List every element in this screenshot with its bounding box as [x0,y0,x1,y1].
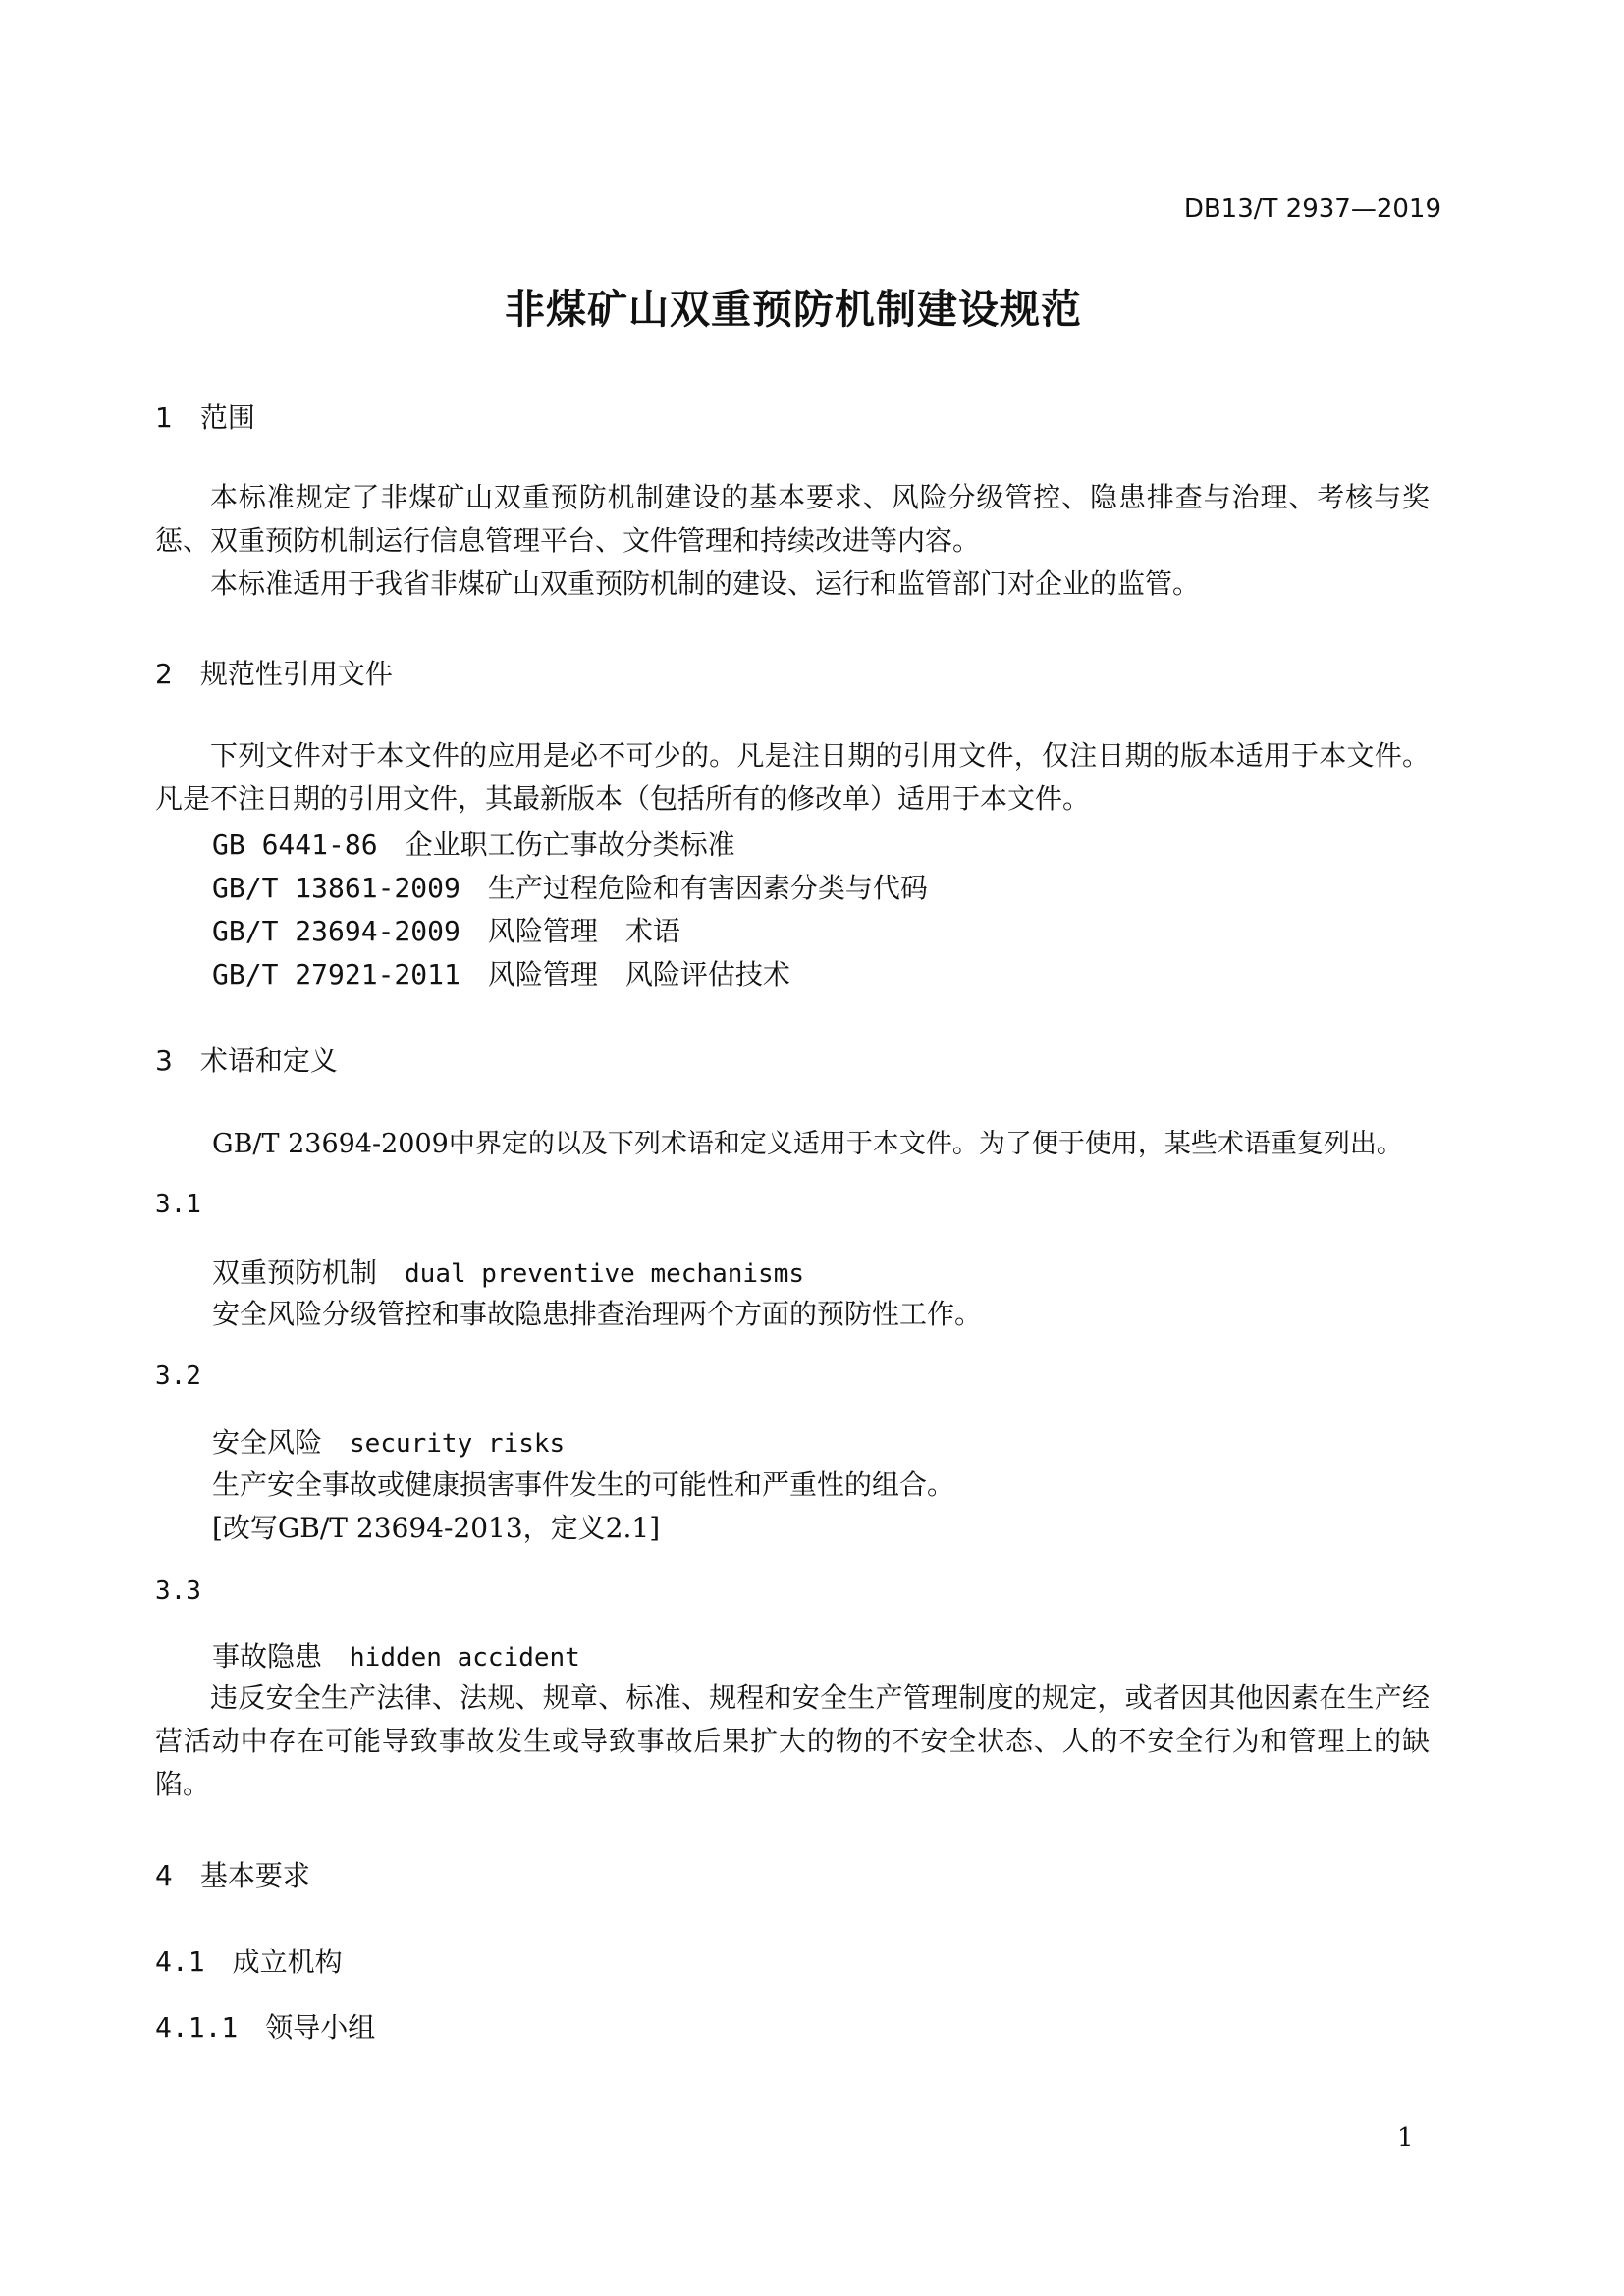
section-4-heading [155,1854,310,1894]
term-number: 3.2 [155,1362,201,1391]
term-heading [212,1421,565,1461]
reference-code: GB/T 23694-2009 [212,915,460,947]
section-title: 规范性引用文件 [199,658,393,690]
section-number: 2 [155,658,173,690]
section-1-paragraph-2: 本标准适用于我省非煤矿山双重预防机制的建设、运行和监管部门对企业的监管。 [210,567,1201,600]
term-cn: 事故隐患 [212,1640,323,1673]
section-3-intro: GB/T 23694-2009中界定的以及下列术语和定义适用于本文件。为了便于使用，某些术语重复列出。 [212,1129,1403,1159]
section-title: 范围 [199,401,255,434]
section-2-heading [155,653,393,692]
section-title: 术语和定义 [199,1044,338,1077]
section-1-paragraph-1: 本标准规定了非煤矿山双重预防机制建设的基本要求、风险分级管控、隐患排查与治理、考核与奖惩、双重预防机制运行信息管理平台、文件管理和持续改进等内容。 [155,481,1430,557]
reference-code: GB/T 13861-2009 [212,872,460,904]
section-2-paragraph-1: 下列文件对于本文件的应用是必不可少的。凡是注日期的引用文件，仅注日期的版本适用于本文件。凡是不注日期的引用文件，其最新版本（包括所有的修改单）适用于本文件。 [155,739,1430,815]
reference-code: GB 6441-86 [212,828,378,861]
term-note: [改写GB/T 23694-2013，定义2.1] [212,1512,661,1544]
subsection-4-1-1-heading [155,2006,375,2046]
subsection-title: 成立机构 [232,1946,343,1978]
term-definition: 安全风险分级管控和事故隐患排查治理两个方面的预防性工作。 [212,1298,983,1330]
term-en: security risks [350,1429,566,1459]
document-title: 非煤矿山双重预防机制建设规范 [505,286,1082,333]
term-en: hidden accident [350,1643,580,1673]
reference-name: 企业职工伤亡事故分类标准 [405,828,735,861]
reference-item [212,953,790,992]
term-cn: 双重预防机制 [212,1256,378,1289]
term-heading [212,1252,804,1291]
subsection-number: 4.1 [155,1946,205,1978]
standard-code: DB13/T 2937—2019 [1183,194,1441,224]
reference-item [212,910,680,949]
reference-name: 生产过程危险和有害因素分类与代码 [487,872,928,904]
term-en: dual preventive mechanisms [405,1259,805,1289]
subsection-number: 4.1.1 [155,2011,239,2044]
term-number: 3.1 [155,1190,201,1219]
reference-item [212,867,928,906]
term-cn: 安全风险 [212,1426,323,1459]
term-number: 3.3 [155,1576,201,1606]
section-3-heading [155,1040,338,1079]
reference-name: 风险管理 术语 [487,915,680,947]
term-definition: 违反安全生产法律、法规、规章、标准、规程和安全生产管理制度的规定，或者因其他因素在生产经营活动中存在可能导致事故发生或导致事故后果扩大的物的不安全状态、人的不安全行为和管理上的缺陷。 [155,1682,1430,1800]
subsection-4-1-heading [155,1941,343,1980]
reference-name: 风险管理 风险评估技术 [487,958,790,990]
subsection-title: 领导小组 [265,2011,376,2044]
page-number: 1 [1397,2123,1414,2153]
term-heading [212,1635,580,1675]
section-number: 3 [155,1044,173,1077]
reference-item [212,824,735,863]
section-number: 4 [155,1859,173,1892]
section-number: 1 [155,401,173,434]
section-1-heading [155,397,255,436]
section-title: 基本要求 [199,1859,310,1892]
term-definition: 生产安全事故或健康损害事件发生的可能性和严重性的组合。 [212,1468,955,1501]
reference-code: GB/T 27921-2011 [212,958,460,990]
